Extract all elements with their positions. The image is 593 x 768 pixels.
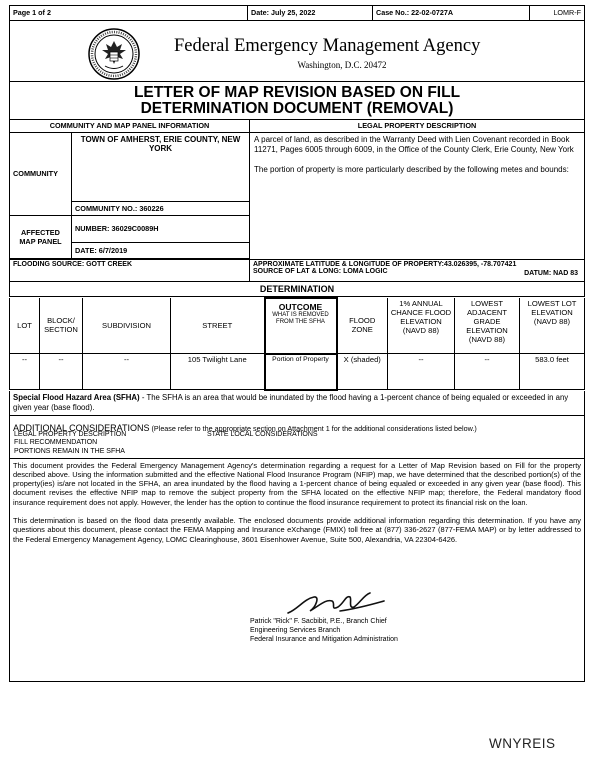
signature-icon [280, 587, 390, 619]
title-line-2: DETERMINATION DOCUMENT (REMOVAL) [140, 100, 454, 117]
determination-heading: DETERMINATION [9, 282, 585, 297]
agency-header [9, 21, 585, 81]
determination-table [9, 297, 585, 391]
list-item: PORTIONS REMAIN IN THE SFHA [14, 447, 125, 455]
signatory-name: Patrick "Rick" F. Sacbibit, P.E., Branch Chief [250, 617, 387, 625]
cell-block: -- [40, 354, 83, 390]
lat-long: APPROXIMATE LATITUDE & LONGITUDE OF PROPERTY:43.026395, -78.707421 [253, 260, 517, 268]
cell-annual-chance: -- [388, 354, 455, 390]
legal-description-bounds: The portion of property is more particularly described by the following metes and bounds: [254, 164, 569, 174]
sfha-text: - The SFHA is an area that would be inundated by the flood having a 1-percent chance of being equaled or exceeded in any given year (base flood). [13, 392, 569, 412]
community-number: COMMUNITY NO.: 360226 [72, 201, 250, 215]
outcome-heading: OUTCOME [278, 301, 323, 312]
list-item: LEGAL PROPERTY DESCRIPTION [14, 430, 127, 438]
title-line-1: LETTER OF MAP REVISION BASED ON FILL [133, 84, 461, 101]
additional-considerations-note: (Please refer to the appropriate section on Attachment 1 for the additional considerations listed below.) [149, 423, 477, 433]
datum: DATUM: NAD 83 [524, 269, 578, 277]
agency-city: Washington, D.C. 20472 [297, 60, 387, 70]
additional-considerations [9, 416, 585, 459]
document-date: Date: July 25, 2022 [248, 6, 373, 20]
panel-number: NUMBER: 36029C0089H [72, 215, 250, 242]
sfha-label: Special Flood Hazard Area (SFHA) [13, 392, 140, 402]
col-adjacent-grade: LOWEST ADJACENT GRADE ELEVATION (NAVD 88) [455, 298, 520, 354]
col-annual-chance: 1% ANNUAL CHANCE FLOOD ELEVATION (NAVD 88) [388, 298, 455, 354]
legal-section-heading: LEGAL PROPERTY DESCRIPTION [250, 120, 585, 132]
community-label: COMMUNITY [10, 132, 72, 215]
determination-document [9, 5, 585, 682]
col-street: STREET [171, 298, 265, 354]
cell-outcome: Portion of Property [265, 354, 337, 390]
community-name: TOWN OF AMHERST, ERIE COUNTY, NEW YORK [72, 132, 250, 201]
outcome-subheading: WHAT IS REMOVED FROM THE SFHA [272, 311, 329, 325]
additional-considerations-heading: ADDITIONAL CONSIDERATIONS [13, 422, 150, 433]
flooding-source: FLOODING SOURCE: GOTT CREEK [10, 259, 250, 281]
cell-lot: -- [10, 354, 40, 390]
community-section-heading: COMMUNITY AND MAP PANEL INFORMATION [10, 120, 250, 132]
col-lot-elevation: LOWEST LOT ELEVATION (NAVD 88) [520, 298, 585, 354]
case-number: Case No.: 22-02-0727A [373, 6, 530, 20]
legal-description [250, 132, 585, 259]
col-block: BLOCK/ SECTION [40, 298, 83, 354]
determination-body [9, 459, 585, 682]
body-paragraph-2: This determination is based on the flood data presently available. The enclosed documents provide additional information regarding this determination. If you have any questions about this document, please contact the FEMA Mapping and Insurance eXchange (FMIX) toll free at (877) 336-2627 (877-FEMA MAP) or by letter addressed to the Federal Emergency Management Agency, LOMC Clearinghouse, 3601 Eisenhower Avenue, Suite 500, Alexandria, VA 22304-6426. [13, 515, 581, 544]
dhs-seal-icon [88, 28, 140, 80]
body-paragraph-1: This document provides the Federal Emergency Management Agency's determination regarding a request for a Letter of Map Revision based on Fill for the property described above. Using the information submitted and the effective National Flood Insurance Program (NFIP) map, we have determined that the described portion(s) of the property(ies) is/are not located in the SFHA, an area inundated by the flood having a 1-percent chance of being equaled or exceeded in any given year (base flood). This document revises the effective NFIP map to remove the subject property from the SFHA located on the effective NFIP map; therefore, the Federal mandatory flood insurance requirement does not apply. However, the lender has the option to continue the flood insurance requirement to protect its financial risk on the loan. [13, 460, 581, 507]
affected-map-panel-label: AFFECTED MAP PANEL [10, 215, 72, 258]
list-item: STATE LOCAL CONSIDERATIONS [207, 430, 318, 438]
header-bar [9, 5, 585, 21]
lat-long-source: SOURCE OF LAT & LONG: LOMA LOGIC [253, 267, 388, 275]
considerations-list-right [207, 431, 318, 440]
col-flood-zone: FLOOD ZONE [337, 298, 388, 354]
watermark: WNYREIS [489, 736, 556, 751]
col-lot: LOT [10, 298, 40, 354]
legal-description-text: A parcel of land, as described in the Warranty Deed with Lien Covenant recorded in Book 11271, Pages 6005 through 6009, in the Office of the County Clerk, Erie County, New York [254, 134, 574, 154]
form-code: LOMR-F [553, 8, 581, 17]
col-outcome [265, 298, 337, 354]
panel-date: DATE: 6/7/2019 [72, 242, 250, 258]
page-indicator: Page 1 of 2 [10, 6, 248, 20]
table-row [10, 354, 585, 390]
cell-lot-elevation: 583.0 feet [520, 354, 585, 390]
document-title [9, 81, 585, 120]
signature-block [250, 617, 398, 644]
sfha-definition [9, 391, 585, 416]
cell-subdivision: -- [83, 354, 171, 390]
agency-name: Federal Emergency Management Agency [174, 36, 481, 56]
community-info-table [9, 120, 585, 282]
cell-street: 105 Twilight Lane [171, 354, 265, 390]
lat-long-block [250, 259, 585, 281]
signatory-branch: Engineering Services Branch [250, 626, 341, 634]
cell-adjacent-grade: -- [455, 354, 520, 390]
considerations-list-left [14, 431, 126, 457]
col-subdivision: SUBDIVISION [83, 298, 171, 354]
list-item: FILL RECOMMENDATION [14, 439, 98, 446]
cell-flood-zone: X (shaded) [337, 354, 388, 390]
signatory-division: Federal Insurance and Mitigation Administration [250, 635, 398, 643]
